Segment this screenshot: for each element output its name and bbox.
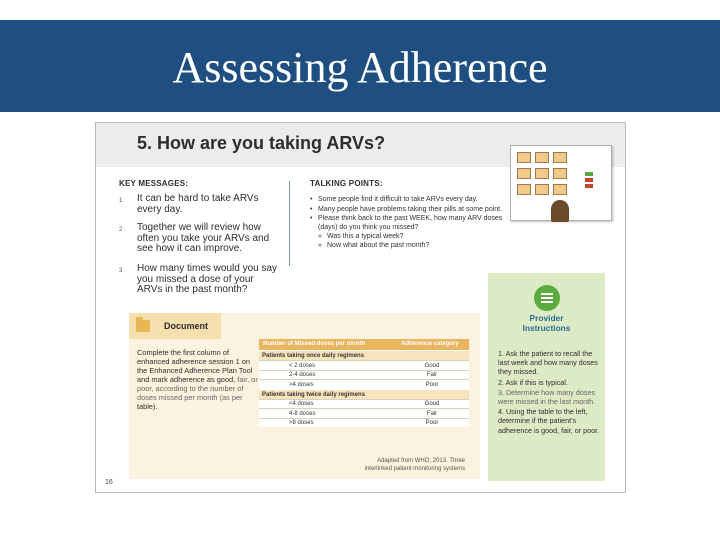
talking-point: • Some people find it difficult to take ARVs every day.: [310, 196, 510, 205]
thumbnail-cell: [535, 184, 549, 195]
key-message-number: 2: [119, 227, 123, 233]
document-instructions: [137, 348, 259, 411]
document-text-faded: fair, or poor, according to the number of doses missed per month (as per: [137, 375, 258, 402]
folder-icon: [136, 320, 150, 332]
table-row: [259, 379, 469, 389]
talking-point: • Please think back to the past WEEK, how many ARV doses (days) do you think you missed?: [310, 215, 510, 232]
provider-step: 1. Ask the patient to recall the last week and how many doses they missed.: [498, 349, 598, 377]
provider-step: 4. Using the table to the left, determine if the patient's adherence is good, fair, or poor.: [498, 407, 600, 435]
table-row: [259, 370, 469, 380]
table-group-label: Patients taking twice daily regimens: [259, 389, 469, 399]
key-message-item: [119, 194, 279, 215]
table-cell-category: Good: [424, 401, 440, 407]
table-row: [259, 360, 469, 370]
thumbnail-cell: [553, 152, 567, 163]
provider-step: 2. Ask if this is typical.: [498, 377, 568, 387]
adherence-tool-thumbnail-icon: [510, 145, 612, 221]
talking-points-list: [310, 196, 510, 250]
table-cell-category: Poor: [425, 381, 439, 388]
table-cell-category: Fair: [426, 372, 438, 378]
talking-point: • Many people have problems taking their pills at some point.: [310, 206, 510, 215]
slide-title-bar: [0, 20, 720, 112]
document-text-main: Complete the first column of enhanced adherence session 1 on the Enhanced Adherence Plan Tool and mark adherence as good,: [137, 348, 253, 384]
key-message-item: [119, 264, 279, 296]
table-cell-doses: >8 doses: [289, 420, 314, 426]
thumbnail-cell: [517, 152, 531, 163]
provider-title-line: Provider: [529, 313, 564, 323]
provider-step: 3. Determine how many doses were missed in the last month.: [498, 387, 596, 407]
adherence-table: [259, 339, 469, 427]
provider-title: [488, 314, 605, 333]
thumbnail-good-marker: [585, 172, 593, 176]
table-cell-doses: >4 doses: [289, 381, 314, 388]
table-header-doses: Number of Missed doses per month: [263, 341, 366, 347]
provider-title-line: Instructions: [522, 322, 571, 333]
table-caption-line: Adapted from WHO, 2013. Three: [377, 458, 465, 464]
table-header: [259, 339, 469, 350]
thumbnail-cell: [553, 168, 567, 179]
document-text-end: table).: [137, 402, 158, 411]
key-message-text: It can be hard to take ARVs every day.: [137, 193, 259, 215]
thumbnail-cell: [535, 152, 549, 163]
counselor-avatar-icon: [551, 200, 569, 222]
thumbnail-cell: [535, 168, 549, 179]
thumbnail-cell: [517, 168, 531, 179]
table-row: [259, 399, 469, 409]
table-cell-category: Good: [424, 362, 440, 369]
table-caption: [259, 458, 469, 473]
table-row: [259, 408, 469, 418]
table-cell-category: Poor: [425, 420, 439, 426]
provider-instructions-box: [488, 273, 605, 481]
key-message-text: How many times would you say you missed a dose of your ARVs in the past month?: [137, 263, 278, 295]
table-header-category: Adherence category: [401, 341, 459, 347]
key-message-number: 1: [119, 198, 123, 204]
page-heading: 5. How are you taking ARVs?: [137, 133, 386, 153]
table-cell-doses: 4-8 doses: [289, 410, 316, 417]
document-box: [129, 313, 480, 479]
talking-sub-point: » Now what about the past month?: [310, 242, 510, 251]
table-row: [259, 418, 469, 428]
thumbnail-cell: [553, 184, 567, 195]
table-caption-line: interlinked patient monitoring systems: [364, 465, 465, 472]
table-cell-category: Fair: [426, 410, 438, 417]
talking-points-label: TALKING POINTS:: [310, 179, 383, 188]
key-message-item: [119, 223, 279, 255]
thumbnail-fair-marker: [585, 178, 593, 182]
table-cell-doses: 2-4 doses: [289, 372, 316, 378]
table-group-label: Patients taking once daily regimens: [259, 350, 469, 360]
page-number: 16: [105, 479, 113, 486]
document-label: Document: [164, 321, 209, 331]
thumbnail-cell: [517, 184, 531, 195]
key-message-text: Together we will review how often you take your ARVs and see how it can improve.: [137, 222, 270, 254]
slide-title: Assessing Adherence: [172, 43, 548, 92]
key-message-number: 3: [119, 268, 123, 274]
key-messages-label: KEY MESSAGES:: [119, 179, 189, 188]
document-tab: [129, 313, 221, 339]
list-icon: [534, 285, 560, 311]
document-page: [95, 122, 626, 493]
thumbnail-poor-marker: [585, 184, 593, 188]
provider-steps: [498, 349, 600, 436]
column-divider: [289, 181, 290, 266]
table-cell-doses: <4 doses: [289, 401, 314, 407]
talking-sub-point: » Was this a typical week?: [310, 233, 510, 242]
table-cell-doses: < 2 doses: [289, 362, 316, 369]
